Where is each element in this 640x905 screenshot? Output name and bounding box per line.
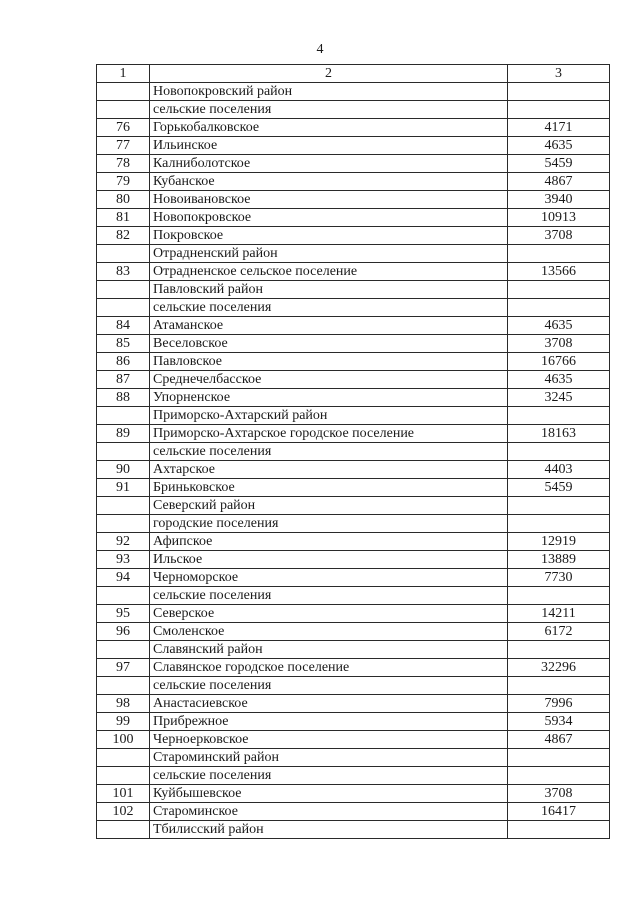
row-name-cell: Горькобалковское [150, 119, 508, 137]
row-number-cell [97, 299, 150, 317]
row-name-cell: Славянский район [150, 641, 508, 659]
table-row [97, 767, 610, 785]
table-row [97, 677, 610, 695]
row-number-cell: 102 [97, 803, 150, 821]
table-body [97, 65, 610, 839]
row-number-cell: 78 [97, 155, 150, 173]
table-row [97, 389, 610, 407]
row-name-cell: Славянское городское поселение [150, 659, 508, 677]
table-row [97, 533, 610, 551]
row-number-cell: 95 [97, 605, 150, 623]
table-row [97, 371, 610, 389]
row-name-cell: Тбилисский район [150, 821, 508, 839]
row-name-cell: Новоивановское [150, 191, 508, 209]
row-number-cell [97, 497, 150, 515]
table-row [97, 263, 610, 281]
table-row [97, 137, 610, 155]
table-row [97, 641, 610, 659]
table-row [97, 713, 610, 731]
row-value-cell: 14211 [508, 605, 610, 623]
row-name-cell: Павловский район [150, 281, 508, 299]
row-name-cell: Веселовское [150, 335, 508, 353]
row-value-cell: 7730 [508, 569, 610, 587]
row-number-cell: 90 [97, 461, 150, 479]
row-value-cell: 16766 [508, 353, 610, 371]
row-name-cell: Смоленское [150, 623, 508, 641]
row-value-cell: 5934 [508, 713, 610, 731]
row-number-cell: 79 [97, 173, 150, 191]
row-number-cell [97, 749, 150, 767]
table-row [97, 497, 610, 515]
table-row [97, 785, 610, 803]
row-number-cell: 84 [97, 317, 150, 335]
row-number-cell: 81 [97, 209, 150, 227]
table-row [97, 119, 610, 137]
table-row [97, 299, 610, 317]
row-number-cell [97, 767, 150, 785]
row-number-cell: 80 [97, 191, 150, 209]
row-name-cell: Атаманское [150, 317, 508, 335]
table-row [97, 209, 610, 227]
table-row [97, 83, 610, 101]
table-row [97, 587, 610, 605]
row-number-cell: 83 [97, 263, 150, 281]
row-name-cell: Бриньковское [150, 479, 508, 497]
table-row [97, 749, 610, 767]
table-row [97, 443, 610, 461]
row-number-cell: 76 [97, 119, 150, 137]
row-name-cell: Черноморское [150, 569, 508, 587]
row-value-cell: 10913 [508, 209, 610, 227]
row-name-cell: Приморско-Ахтарское городское поселение [150, 425, 508, 443]
table-row [97, 317, 610, 335]
row-value-cell [508, 443, 610, 461]
row-name-cell: сельские поселения [150, 587, 508, 605]
row-number-cell [97, 443, 150, 461]
row-name-cell: Северский район [150, 497, 508, 515]
row-name-cell: Отрадненский район [150, 245, 508, 263]
table-row [97, 515, 610, 533]
row-number-cell [97, 515, 150, 533]
table-row [97, 803, 610, 821]
row-value-cell: 12919 [508, 533, 610, 551]
row-number-cell [97, 101, 150, 119]
table-row [97, 155, 610, 173]
row-name-cell: сельские поселения [150, 443, 508, 461]
row-number-cell [97, 245, 150, 263]
row-value-cell: 3940 [508, 191, 610, 209]
row-value-cell: 18163 [508, 425, 610, 443]
row-value-cell: 3708 [508, 227, 610, 245]
row-value-cell: 13566 [508, 263, 610, 281]
row-name-cell: Новопокровское [150, 209, 508, 227]
row-value-cell [508, 515, 610, 533]
table-row [97, 425, 610, 443]
row-value-cell [508, 497, 610, 515]
row-value-cell: 3708 [508, 335, 610, 353]
table-row [97, 695, 610, 713]
row-name-cell: Северское [150, 605, 508, 623]
row-value-cell [508, 641, 610, 659]
row-value-cell [508, 299, 610, 317]
page-number: 4 [316, 42, 324, 57]
table-row [97, 623, 610, 641]
row-name-cell: Приморско-Ахтарский район [150, 407, 508, 425]
table-row [97, 479, 610, 497]
row-name-cell: Староминское [150, 803, 508, 821]
table-row [97, 191, 610, 209]
row-value-cell [508, 677, 610, 695]
row-number-cell: 100 [97, 731, 150, 749]
row-name-cell: Упорненское [150, 389, 508, 407]
row-value-cell: 4403 [508, 461, 610, 479]
row-number-cell: 89 [97, 425, 150, 443]
row-value-cell: 3245 [508, 389, 610, 407]
row-number-cell: 96 [97, 623, 150, 641]
row-name-cell: Павловское [150, 353, 508, 371]
row-number-cell [97, 677, 150, 695]
row-name-cell: Ахтарское [150, 461, 508, 479]
row-name-cell: Прибрежное [150, 713, 508, 731]
row-number-cell: 101 [97, 785, 150, 803]
row-value-cell: 4635 [508, 137, 610, 155]
row-name-cell: Калниболотское [150, 155, 508, 173]
table-header-row [97, 65, 610, 83]
row-name-cell: Куйбышевское [150, 785, 508, 803]
row-name-cell: сельские поселения [150, 767, 508, 785]
row-value-cell: 4867 [508, 731, 610, 749]
row-number-cell [97, 587, 150, 605]
row-name-cell: Анастасиевское [150, 695, 508, 713]
row-number-cell: 99 [97, 713, 150, 731]
table-row [97, 731, 610, 749]
table-row [97, 461, 610, 479]
table-row [97, 551, 610, 569]
row-number-cell [97, 641, 150, 659]
row-number-cell: 88 [97, 389, 150, 407]
row-name-cell: сельские поселения [150, 677, 508, 695]
row-value-cell: 16417 [508, 803, 610, 821]
column-header-value: 3 [508, 65, 610, 83]
row-name-cell: Кубанское [150, 173, 508, 191]
table-row [97, 569, 610, 587]
table-row [97, 227, 610, 245]
row-value-cell [508, 101, 610, 119]
table-row [97, 281, 610, 299]
table-row [97, 353, 610, 371]
row-name-cell: Новопокровский район [150, 83, 508, 101]
table-row [97, 407, 610, 425]
table-row [97, 659, 610, 677]
row-value-cell: 3708 [508, 785, 610, 803]
row-name-cell: сельские поселения [150, 299, 508, 317]
row-number-cell: 77 [97, 137, 150, 155]
row-name-cell: Ильское [150, 551, 508, 569]
row-value-cell: 4867 [508, 173, 610, 191]
row-name-cell: Среднечелбасское [150, 371, 508, 389]
row-value-cell: 7996 [508, 695, 610, 713]
row-value-cell: 4635 [508, 371, 610, 389]
table-row [97, 605, 610, 623]
row-number-cell [97, 281, 150, 299]
row-number-cell: 85 [97, 335, 150, 353]
row-number-cell: 98 [97, 695, 150, 713]
column-header-name: 2 [150, 65, 508, 83]
row-value-cell [508, 83, 610, 101]
table-row [97, 173, 610, 191]
row-name-cell: Отрадненское сельское поселение [150, 263, 508, 281]
row-number-cell: 94 [97, 569, 150, 587]
row-name-cell: Староминский район [150, 749, 508, 767]
row-value-cell [508, 749, 610, 767]
row-number-cell [97, 821, 150, 839]
row-value-cell [508, 281, 610, 299]
row-number-cell: 92 [97, 533, 150, 551]
row-name-cell: Ильинское [150, 137, 508, 155]
row-value-cell [508, 407, 610, 425]
row-value-cell [508, 767, 610, 785]
row-value-cell [508, 245, 610, 263]
row-value-cell: 13889 [508, 551, 610, 569]
row-value-cell [508, 587, 610, 605]
settlements-table [96, 64, 610, 839]
row-number-cell: 93 [97, 551, 150, 569]
row-number-cell [97, 407, 150, 425]
row-value-cell: 5459 [508, 479, 610, 497]
row-number-cell: 97 [97, 659, 150, 677]
table-row [97, 821, 610, 839]
column-header-number: 1 [97, 65, 150, 83]
row-value-cell: 32296 [508, 659, 610, 677]
row-number-cell: 87 [97, 371, 150, 389]
row-value-cell: 6172 [508, 623, 610, 641]
row-name-cell: Покровское [150, 227, 508, 245]
table-row [97, 245, 610, 263]
row-name-cell: Афипское [150, 533, 508, 551]
row-number-cell: 86 [97, 353, 150, 371]
row-name-cell: сельские поселения [150, 101, 508, 119]
row-value-cell: 4171 [508, 119, 610, 137]
table-row [97, 101, 610, 119]
row-name-cell: Черноерковское [150, 731, 508, 749]
row-value-cell: 5459 [508, 155, 610, 173]
table-row [97, 335, 610, 353]
row-value-cell: 4635 [508, 317, 610, 335]
row-name-cell: городские поселения [150, 515, 508, 533]
row-value-cell [508, 821, 610, 839]
row-number-cell: 82 [97, 227, 150, 245]
row-number-cell [97, 83, 150, 101]
row-number-cell: 91 [97, 479, 150, 497]
